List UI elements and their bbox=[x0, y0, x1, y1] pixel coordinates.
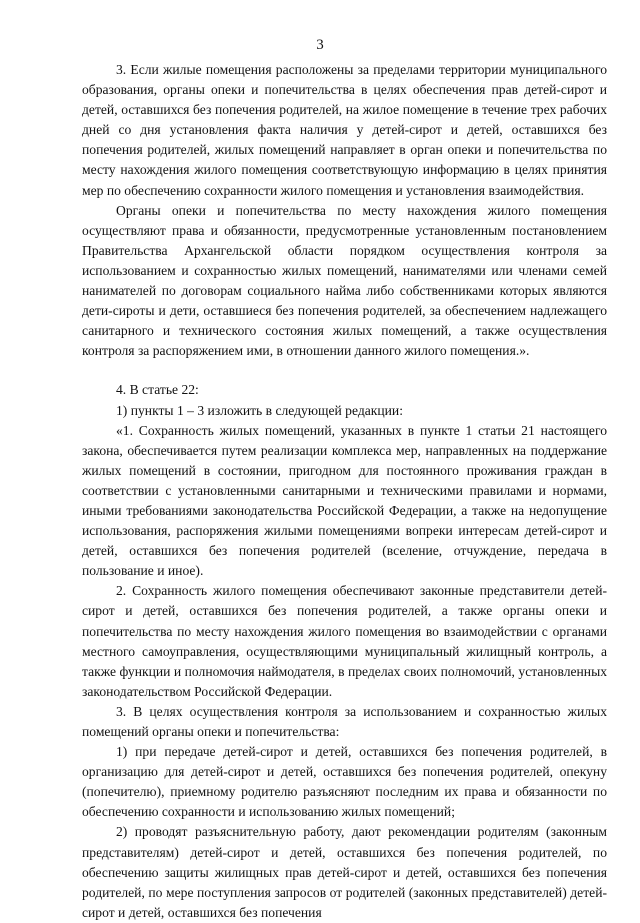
paragraph: 3. Если жилые помещения расположены за пределами территории муниципального образования, органы опеки и попечительства в целях обеспечения прав детей-сирот и детей, оставшихся без попечения родителей, на жилое помещение в течение трех рабочих дней со дня установления факта наличия у детей-сирот и детей, оставшихся без попечения родителей, жилых помещений направляет в орган опеки и попечительства по месту нахождения жилого помещения соответствующую информацию в целях принятия мер по обеспечению сохранности жилого помещения и установления взаимодействия. bbox=[82, 62, 607, 198]
paragraph: 1) пункты 1 – 3 изложить в следующей редакции: bbox=[116, 402, 403, 418]
paragraph: 3. В целях осуществления контроля за использованием и сохранностью жилых помещений органы опеки и попечительства: bbox=[82, 703, 607, 739]
paragraph-gap bbox=[82, 361, 607, 380]
document-body bbox=[82, 60, 607, 923]
paragraph: Органы опеки и попечительства по месту нахождения жилого помещения осуществляют права и обязанности, предусмотренные установленным постановлением Правительства Архангельской области порядком осуществления контроля за использованием и сохранностью жилых помещений, нанимателями или членами семей нанимателей по договорам социального найма либо собственниками которых являются дети-сироты и дети, оставшиеся без попечения родителей, за обеспечением надлежащего санитарного и технического состояния жилых помещений, а также осуществления контроля за распоряжением ими, в отношении данного жилого помещения.». bbox=[82, 202, 607, 359]
paragraph: 4. В статье 22: bbox=[116, 382, 199, 398]
paragraph: 2) проводят разъяснительную работу, дают рекомендации родителям (законным представителям) детей-сирот и детей, оставшихся без попечения родителей, по обеспечению защиты жилищных прав детей-сирот и детей, оставшихся без попечения родителей, по мере поступления запросов от родителей (законных представителей) детей-сирот и детей, оставшихся без попечения bbox=[82, 824, 607, 920]
page-number: 3 bbox=[316, 37, 324, 53]
paragraph: 2. Сохранность жилого помещения обеспечивают законные представители детей-сирот и детей, оставшихся без попечения родителей, а также органы опеки и попечительства по месту нахождения жилого помещения во взаимодействии с органами местного самоуправления, осуществляющими муниципальный жилищный контроль, а также функции и полномочия наймодателя, в пределах своих полномочий, установленных законодательством Российской Федерации. bbox=[82, 583, 607, 699]
paragraph: 1) при передаче детей-сирот и детей, оставшихся без попечения родителей, в организацию для детей-сирот и детей, оставшихся без попечения родителей, опекуну (попечителю), приемному родителю разъясняют последним их права и обязанности по обеспечению сохранности и использованию жилых помещений; bbox=[82, 744, 607, 820]
paragraph: «1. Сохранность жилых помещений, указанных в пункте 1 статьи 21 настоящего закона, обеспечивается путем реализации комплекса мер, направленных на поддержание жилых помещений в состоянии, пригодном для постоянного проживания граждан в соответствии с установленными санитарными и техническими правилами и нормами, иными требованиями законодательства Российской Федерации, а также на недопущение использования, распоряжения жилыми помещениями вопреки интересам детей-сирот и детей, оставшихся без попечения родителей (вселение, отчуждение, передача в пользование и иное). bbox=[82, 422, 607, 579]
